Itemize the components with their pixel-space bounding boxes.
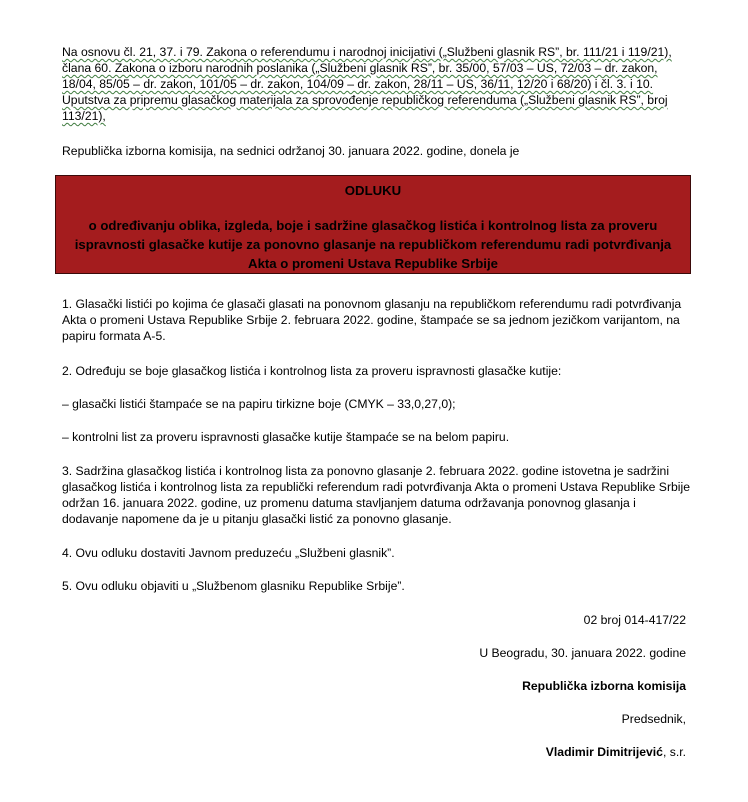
item-2b-paragraph: – kontrolni list za proveru ispravnosti glasačke kutije štampaće se na belom papiru. [62,430,510,444]
issuing-body: Republička izborna komisija [522,679,686,693]
item-3-paragraph: 3. Sadržina glasačkog listića i kontrolnog lista za ponovno glasanje 2. februara 2022. godine istovetna je sadržini glasačkog listića i kontrolnog lista za republički referendum radi potvrđivanja Akta o promeni Ustava Republike Srbije održan 16. januara 2022. godine, uz promenu datuma stavljanjem datuma održavanja ponovnog glasanja i dodavanje napomene da je u pitanju glasački listić za ponovno glasanje. [62,464,690,526]
decision-subtitle: o određivanju oblika, izgleda, boje i sadržine glasačkog listića i kontrolnog lista za proveru ispravnosti glasačke kutije za ponovno glasanje na republičkom referendumu radi potvrđivanja Akta o promeni Ustava Republike Srbije [74,218,672,271]
item-4-paragraph: 4. Ovu odluku dostaviti Javnom preduzeću „Službeni glasnik”. [62,546,395,560]
decision-title: ODLUKU [344,183,402,198]
place-and-date: U Beogradu, 30. januara 2022. godine [479,646,686,660]
legal-basis-paragraph: Na osnovu čl. 21, 37. i 79. Zakona o referendumu i narodnoj inicijativi („Službeni glasnik RS”, br. 111/21 i 119/21), člana 60. Zakona o izboru narodnih poslanika („Službeni glasnik RS”, br. 35/00, 57/03 – US, 72/03 – dr. zakon, 18/04, 85/05 – dr. zakon, 101/05 – dr. zakon, 104/09 – dr. zakon, 28/11 – US, 36/11, 12/20 i 68/20) i čl. 3. i 10. Uputstva za pripremu glasačkog materijala za sprovođenje republičkog referenduma („Službeni glasnik RS”, broj 113/21), [62,45,672,123]
signatory-name [546,744,686,760]
item-1-paragraph: 1. Glasački listići po kojima će glasači glasati na ponovnom glasanju na republičkom referendumu radi potvrđivanja Akta o promeni Ustava Republike Srbije 2. februara 2022. godine, štampaće se sa jednom jezičkom varijantom, na papiru formata A-5. [62,297,682,343]
item-5-paragraph: 5. Ovu odluku objaviti u „Službenom glasniku Republike Srbije”. [62,579,405,593]
signatory-title: Predsednik, [621,712,686,726]
signatory-name-suffix: , s.r. [662,745,686,759]
decision-header-box [55,175,691,274]
item-2a-paragraph: – glasački listići štampaće se na papiru tirkizne boje (CMYK – 33,0,27,0); [62,397,456,411]
document-number: 02 broj 014-417/22 [583,613,686,627]
item-2-paragraph: 2. Određuju se boje glasačkog listića i kontrolnog lista za proveru ispravnosti glasačke kutije: [62,364,562,378]
signatory-name-bold: Vladimir Dimitrijević [545,745,663,759]
session-paragraph: Republička izborna komisija, na sednici održanoj 30. januara 2022. godine, donela je [62,144,520,158]
